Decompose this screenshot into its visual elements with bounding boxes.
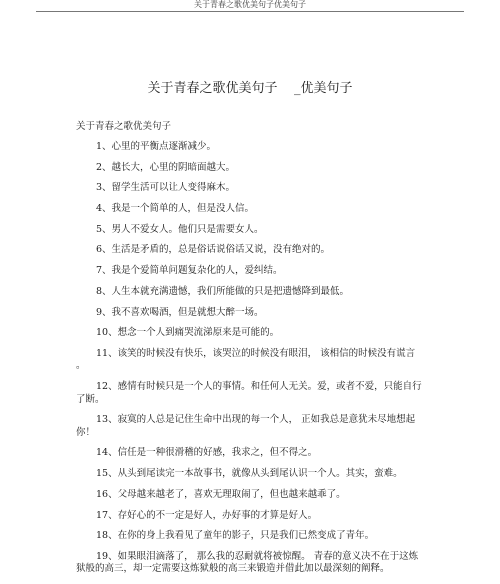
list-item: 16、父母越来越老了，喜欢无理取闹了，但也越来越乖了。 (96, 488, 346, 500)
list-item: 18、在你的身上我看见了童年的影子，只是我们已然变成了青年。 (96, 530, 375, 542)
document-title: 关于青春之歌优美句子 _优美句子 (147, 81, 353, 96)
list-item: 9、我不喜欢喝酒，但是就想大醉一场。 (96, 306, 264, 318)
list-item: 3、留学生活可以让人变得麻木。 (96, 182, 236, 194)
header-divider (36, 11, 464, 12)
document-subheading: 关于青春之歌优美句子 (76, 121, 172, 132)
list-item: 1、心里的平衡点逐渐减少。 (96, 141, 217, 152)
list-item: 12、感情有时候只是一个人的事情。和任何人无关。爱，或者不爱，只能自行了断。 (76, 381, 422, 405)
page-header: 关于青春之歌优美句子优美句子 (194, 0, 306, 9)
list-item: 14、信任是一种很滑稽的好感，我求之，但不得之。 (96, 447, 318, 459)
list-item: 15、从头到尾读完一本故事书，就像从头到尾认识一个人。其实，蛮难。 (96, 468, 403, 480)
list-item: 5、男人不爱女人。他们只是需要女人。 (96, 223, 264, 235)
list-item: 4、我是一个简单的人，但是没人信。 (96, 203, 255, 215)
list-item: 6、生活是矛盾的，总是俗话说俗话又说，没有绝对的。 (96, 244, 331, 256)
list-item: 11、该笑的时候没有快乐，该哭泣的时候没有眼泪， 该相信的时候没有谎言 。 (76, 347, 416, 372)
list-item: 10、想念一个人到痛哭流涕原来是可能的。 (96, 327, 280, 339)
list-item: 2、越长大，心里的阴暗面越大。 (96, 161, 236, 173)
list-item: 7、我是个爱简单问题复杂化的人，爱纠结。 (96, 265, 283, 277)
list-item: 17、存好心的不一定是好人，办好事的才算是好人。 (96, 509, 318, 521)
list-item: 19、如果眼泪滴落了， 那么我的忍耐就将被惊醒。 青春的意义决不在于这炼狱般的高三，却一定需要这炼狱般的高三来锻造并借此加以最深刻的阐释。 (76, 550, 419, 575)
list-item: 13、寂寞的人总是记住生命中出现的每一个人， 正如我总是意犹未尽地想起你！ (76, 414, 416, 438)
list-item: 8、人生本就充满遗憾，我们所能做的只是把遗憾降到最低。 (96, 285, 350, 297)
sentence-list (76, 141, 426, 584)
